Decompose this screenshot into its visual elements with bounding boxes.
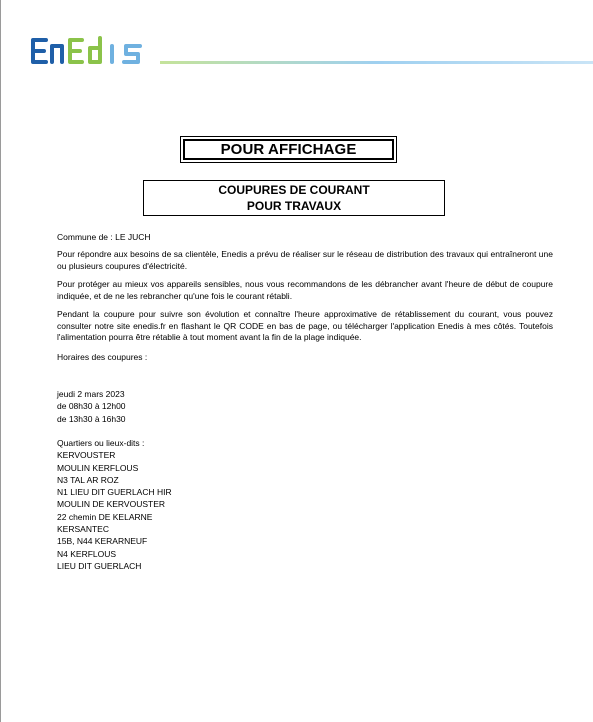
enedis-logo [30, 36, 154, 66]
places-block [57, 437, 553, 572]
schedule-heading: Horaires des coupures : [57, 352, 148, 362]
subject-line-2: POUR TRAVAUX [246, 199, 342, 213]
header-rule [160, 61, 593, 64]
notice-banner [180, 136, 397, 163]
place-item: N4 KERFLOUS [57, 548, 117, 559]
page-left-edge [0, 0, 1, 722]
place-item: 15B, N44 KERARNEUF [57, 536, 148, 547]
place-item: KERVOUSTER [57, 450, 116, 461]
place-item: KERSANTEC [57, 524, 109, 535]
notice-title: POUR AFFICHAGE [220, 141, 357, 158]
paragraph-protect: Pour protéger au mieux vos appareils sensibles, nous vous recommandons de les débrancher avant l'heure de début de coupure indiquée, et de ne les rebrancher qu'une fois le courant rétabli. [57, 279, 553, 301]
paragraph-follow: Pendant la coupure pour suivre son évolution et connaître l'heure approximative de rétablissement du courant, vous pouvez consulter notre site enedis.fr en flashant le QR CODE en bas de page, ou télécharger l'application Enedis à mes côtés. Toutefois l'alimentation pourra être rétablie à tout moment avant la fin de la plage indiquée. [57, 309, 553, 342]
subject-line-1: COUPURES DE COURANT [218, 183, 370, 197]
place-item: 22 chemin DE KELARNE [57, 511, 153, 522]
footer-text-cutoff [57, 716, 553, 722]
schedule-date: jeudi 2 mars 2023 [57, 389, 125, 399]
places-heading: Quartiers ou lieux-dits : [57, 438, 145, 448]
place-item: N1 LIEU DIT GUERLACH HIR [57, 487, 172, 498]
place-item: MOULIN KERFLOUS [57, 462, 139, 473]
place-item: N3 TAL AR ROZ [57, 474, 119, 485]
schedule-block [57, 388, 553, 425]
commune-line: Commune de : LE JUCH [57, 232, 151, 242]
paragraph-needs: Pour répondre aux besoins de sa clientèle, Enedis a prévu de réaliser sur le réseau de distribution des travaux qui entraîneront une ou plusieurs coupures d'électricité. [57, 249, 553, 271]
subject-box [143, 180, 445, 216]
place-item: MOULIN DE KERVOUSTER [57, 499, 166, 510]
schedule-slot: de 08h30 à 12h00 [57, 401, 126, 412]
place-item: LIEU DIT GUERLACH [57, 560, 142, 571]
schedule-slot: de 13h30 à 16h30 [57, 413, 126, 424]
